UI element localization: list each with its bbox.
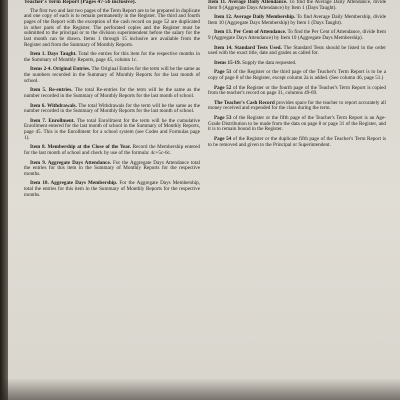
item-heading: Page 53: [214, 114, 232, 121]
item-text: To find the Per Cent of Attendance, divide Item 9 (Aggregate Days Attendance) by Item 10 (Aggregate Days Membership).: [208, 29, 386, 42]
item-paragraph: [24, 181, 200, 198]
item-paragraph: [208, 116, 386, 133]
item-heading: Page 54: [214, 135, 232, 142]
item-text: For the Aggregate Days Membership, total the entries for this item in the Summary of Monthly Reports for the respective months.: [24, 180, 200, 198]
item-text: The total Re-entries for the term will be the same as the number recorded in the Summary of Monthly Reports for the last month of school.: [24, 87, 200, 100]
item-text: For the Aggregate Days Attendance total the entries for this item in the Summary of Monthly Reports for the respective months.: [24, 159, 200, 177]
right-column: [208, 0, 386, 152]
item-heading: Items 15-19.: [214, 59, 241, 66]
item-paragraph: [24, 88, 200, 99]
item-text: Supply the data requested.: [242, 59, 297, 66]
item-text: To find Average Daily Membership, divide Item 10 (Aggregate Days Membership) by Item 1 (Days Taught).: [208, 14, 386, 26]
item-heading: Item 13. Per Cent of Attendance.: [214, 29, 287, 36]
item-heading: Item 9. Aggregate Days Attendance.: [30, 159, 112, 166]
item-text: The Original Entries for the term will be the same as the numbers recorded in the Summary of Monthly Reports for the last month of school.: [24, 66, 200, 84]
item-text: of the Register or the fourth page of the Teacher's Term Report is copied from the teacher's record on page 31, columns 49-69.: [208, 84, 386, 97]
intro-paragraph: The first two and last two pages of the Term Report are to be prepared in duplicate and one copy of each is to remain permanently in the Register. The third and fourth pages of the Report with the exception of the cash record on page 52 are duplicated in other parts of the Register. The perforated copies and the Register must be submitted to the principal or to the division superintendent before the salary for the last month can be drawn. Items 1 through 15 inclusive are available from the Register and from the Summary of Monthly Reports.: [24, 7, 200, 48]
item-heading: Item 10. Aggregate Days Membership.: [30, 180, 118, 187]
item-heading: Item 14. Standard Tests Used.: [214, 44, 282, 51]
section-title: Teacher's Term Report (Pages 47-56 inclusive).: [24, 0, 136, 5]
item-heading: Item 1. Days Taught.: [30, 51, 77, 58]
item-heading: Page 52: [214, 84, 232, 91]
item-paragraph: [24, 104, 200, 115]
item-text: The Standard Tests should be listed in the order used with the exact title, date and grades as called for.: [208, 44, 386, 57]
item-text: of the Register or the third page of the Teacher's Term Report is to be a copy of page 8 of the Register, except column 2a is added. (See column 46, page 51.): [208, 69, 387, 82]
item-paragraph: [208, 30, 386, 41]
item-paragraph: [208, 46, 386, 57]
item-heading: Page 51: [214, 69, 232, 76]
item-heading: The Teacher's Cash Record: [214, 99, 275, 106]
item-paragraph: [208, 101, 386, 112]
item-paragraph: [208, 0, 386, 11]
item-paragraph: [24, 67, 200, 84]
item-paragraph: [24, 119, 200, 142]
item-text: of the Register or the fifth page of the Teacher's Term Report is an Age-Grade Distribution to be made from the data on page 8 or page 31 of the Register, and it is to remain bound in the Register.: [208, 114, 386, 133]
item-text: The total Enrollment for the term will be the cumulative Enrollment entered for the last month of school in the Summary of Monthly Reports, page 45. This is the Enrollment for a school system (see Codes and Formulas page 1).: [24, 117, 200, 141]
item-paragraph: [24, 145, 200, 156]
item-text: of the Register or the duplicate fifth page of the Teacher's Term Report is to be removed and given to the Principal or Superintendent.: [208, 135, 386, 148]
item-paragraph: [208, 70, 386, 81]
item-paragraph: [208, 61, 386, 67]
item-heading: Item 8. Membership at the Close of the Year.: [30, 144, 131, 151]
item-paragraph: [208, 86, 386, 97]
item-text: To find the Average Daily Attendance, divide Item 9 (Aggregate Days Attendance) by Item 1 (Days Taught).: [208, 0, 387, 11]
item-paragraph: [24, 161, 200, 178]
item-heading: Item 11. Average Daily Attendance.: [208, 0, 288, 5]
item-text: Record the Membership entered for the last month of school and check by use of the formula: 4c+5c-6c.: [24, 144, 200, 157]
item-paragraph: [24, 52, 200, 63]
item-heading: Item 6. Withdrawals.: [30, 102, 77, 109]
item-heading: Item 7. Enrollment.: [30, 117, 75, 124]
left-column: [24, 0, 200, 202]
page-bottom-shadow: [0, 378, 400, 400]
item-text: Total the entries for this item for the respective months in the Summary of Monthly Reports, page 45, column 1c.: [24, 51, 200, 63]
item-paragraph: [208, 15, 386, 26]
item-heading: Item 12. Average Daily Membership.: [214, 14, 296, 21]
item-heading: Item 5. Re-entries.: [30, 87, 73, 94]
item-text: provides space for the teacher to report accurately all money received and expended for the class during the term.: [208, 99, 386, 112]
item-heading: Items 2-4. Original Entries.: [30, 66, 91, 73]
item-text: The total Withdrawals for the term will be the same as the number recorded in the Summary of Monthly Reports for the last month of school.: [24, 102, 200, 115]
binding-edge-shadow: [0, 0, 8, 400]
item-paragraph: [208, 137, 386, 148]
